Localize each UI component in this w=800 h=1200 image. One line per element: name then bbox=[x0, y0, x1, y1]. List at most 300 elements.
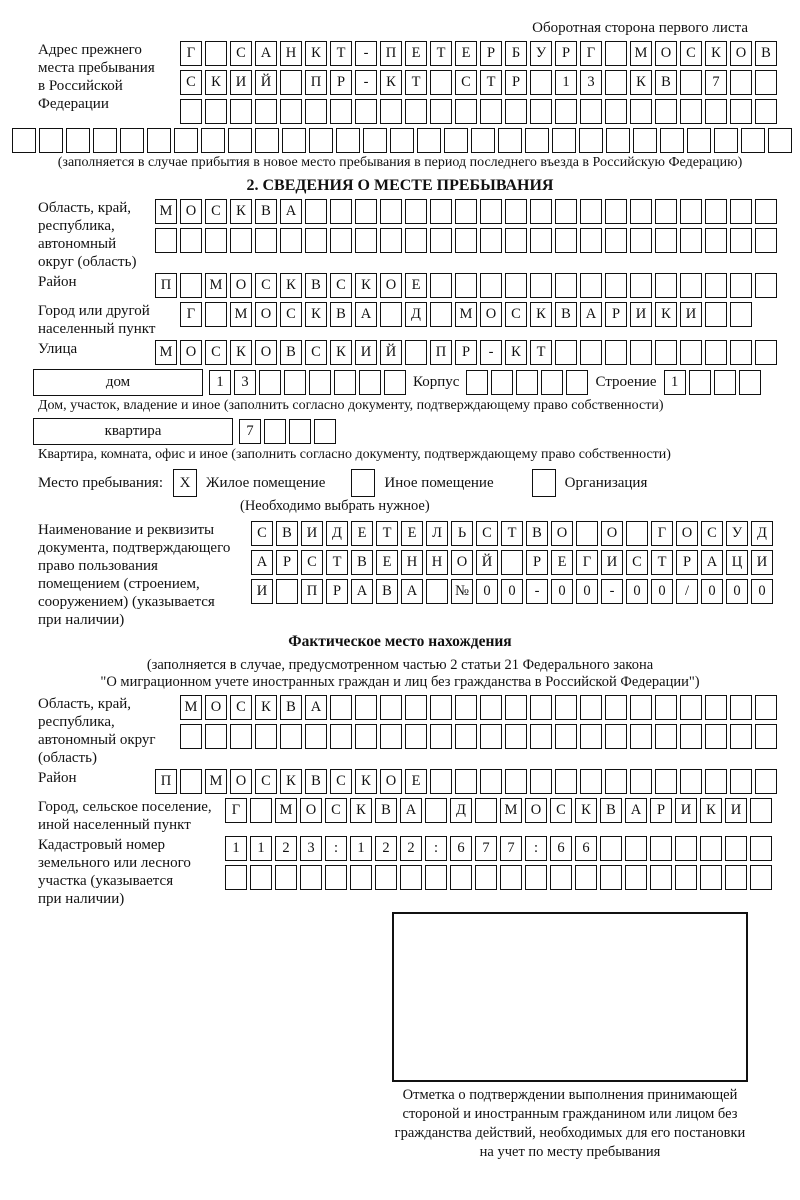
char-box[interactable]: Е bbox=[405, 41, 427, 66]
char-box[interactable] bbox=[655, 199, 677, 224]
char-box[interactable]: К bbox=[280, 273, 302, 298]
char-box[interactable]: О bbox=[255, 340, 277, 365]
char-box[interactable] bbox=[405, 199, 427, 224]
char-box[interactable]: С bbox=[205, 340, 227, 365]
char-box[interactable] bbox=[525, 128, 549, 153]
char-box[interactable] bbox=[576, 521, 598, 546]
char-box[interactable]: П bbox=[155, 769, 177, 794]
char-box[interactable] bbox=[230, 99, 252, 124]
char-box[interactable]: А bbox=[401, 579, 423, 604]
char-box[interactable]: Д bbox=[751, 521, 773, 546]
char-box[interactable] bbox=[205, 302, 227, 327]
char-box[interactable]: Р bbox=[676, 550, 698, 575]
char-box[interactable]: Г bbox=[180, 302, 202, 327]
char-box[interactable] bbox=[580, 273, 602, 298]
char-box[interactable] bbox=[730, 724, 752, 749]
char-box[interactable]: 0 bbox=[726, 579, 748, 604]
char-box[interactable]: В bbox=[280, 340, 302, 365]
char-box[interactable]: О bbox=[180, 199, 202, 224]
char-box[interactable] bbox=[314, 419, 336, 444]
char-box[interactable] bbox=[705, 724, 727, 749]
char-box[interactable] bbox=[605, 695, 627, 720]
char-box[interactable] bbox=[675, 865, 697, 890]
char-box[interactable]: Л bbox=[426, 521, 448, 546]
char-box[interactable] bbox=[730, 273, 752, 298]
char-box[interactable]: У bbox=[726, 521, 748, 546]
char-box[interactable]: О bbox=[730, 41, 752, 66]
char-box[interactable]: И bbox=[725, 798, 747, 823]
char-box[interactable]: И bbox=[230, 70, 252, 95]
char-box[interactable] bbox=[655, 769, 677, 794]
char-box[interactable]: У bbox=[530, 41, 552, 66]
char-box[interactable]: А bbox=[280, 199, 302, 224]
char-box[interactable]: П bbox=[430, 340, 452, 365]
char-box[interactable] bbox=[580, 228, 602, 253]
char-box[interactable] bbox=[289, 419, 311, 444]
char-box[interactable] bbox=[12, 128, 36, 153]
char-box[interactable]: В bbox=[305, 769, 327, 794]
char-box[interactable] bbox=[280, 70, 302, 95]
char-box[interactable] bbox=[541, 370, 563, 395]
char-box[interactable]: К bbox=[255, 695, 277, 720]
char-box[interactable] bbox=[714, 128, 738, 153]
char-box[interactable] bbox=[330, 228, 352, 253]
char-box[interactable]: О bbox=[300, 798, 322, 823]
char-box[interactable] bbox=[93, 128, 117, 153]
char-box[interactable] bbox=[505, 199, 527, 224]
char-box[interactable] bbox=[630, 769, 652, 794]
char-box[interactable]: 0 bbox=[701, 579, 723, 604]
char-box[interactable] bbox=[630, 273, 652, 298]
char-box[interactable] bbox=[180, 273, 202, 298]
char-box[interactable] bbox=[305, 228, 327, 253]
char-box[interactable] bbox=[205, 99, 227, 124]
char-box[interactable]: В bbox=[555, 302, 577, 327]
char-box[interactable] bbox=[530, 228, 552, 253]
char-box[interactable] bbox=[655, 340, 677, 365]
char-box[interactable]: Т bbox=[501, 521, 523, 546]
char-box[interactable]: О bbox=[655, 41, 677, 66]
char-box[interactable]: М bbox=[155, 199, 177, 224]
char-box[interactable] bbox=[730, 340, 752, 365]
char-box[interactable] bbox=[633, 128, 657, 153]
char-box[interactable]: 6 bbox=[550, 836, 572, 861]
char-box[interactable] bbox=[530, 70, 552, 95]
char-box[interactable] bbox=[680, 99, 702, 124]
char-box[interactable] bbox=[380, 228, 402, 253]
char-box[interactable]: 7 bbox=[239, 419, 261, 444]
char-box[interactable] bbox=[505, 228, 527, 253]
char-box[interactable]: И bbox=[630, 302, 652, 327]
char-box[interactable]: С bbox=[455, 70, 477, 95]
char-box[interactable]: Е bbox=[376, 550, 398, 575]
char-box[interactable] bbox=[259, 370, 281, 395]
char-box[interactable] bbox=[475, 865, 497, 890]
char-box[interactable]: В bbox=[276, 521, 298, 546]
char-box[interactable] bbox=[750, 798, 772, 823]
char-box[interactable] bbox=[550, 865, 572, 890]
char-box[interactable] bbox=[605, 99, 627, 124]
char-box[interactable] bbox=[530, 769, 552, 794]
char-box[interactable] bbox=[475, 798, 497, 823]
char-box[interactable] bbox=[700, 865, 722, 890]
char-box[interactable] bbox=[480, 769, 502, 794]
char-box[interactable] bbox=[739, 370, 761, 395]
char-box[interactable] bbox=[705, 228, 727, 253]
char-box[interactable] bbox=[425, 865, 447, 890]
char-box[interactable]: 7 bbox=[705, 70, 727, 95]
char-box[interactable]: А bbox=[305, 695, 327, 720]
char-box[interactable] bbox=[426, 579, 448, 604]
char-box[interactable] bbox=[380, 302, 402, 327]
char-box[interactable] bbox=[430, 695, 452, 720]
char-box[interactable]: Е bbox=[551, 550, 573, 575]
char-box[interactable] bbox=[350, 865, 372, 890]
char-box[interactable] bbox=[580, 724, 602, 749]
char-box[interactable]: А bbox=[701, 550, 723, 575]
char-box[interactable]: - bbox=[480, 340, 502, 365]
char-box[interactable] bbox=[180, 769, 202, 794]
char-box[interactable] bbox=[325, 865, 347, 890]
char-box[interactable] bbox=[655, 695, 677, 720]
char-box[interactable] bbox=[680, 695, 702, 720]
char-box[interactable] bbox=[384, 370, 406, 395]
char-box[interactable]: 0 bbox=[476, 579, 498, 604]
char-box[interactable] bbox=[455, 99, 477, 124]
char-box[interactable] bbox=[505, 695, 527, 720]
char-box[interactable]: - bbox=[601, 579, 623, 604]
char-box[interactable]: 1 bbox=[350, 836, 372, 861]
char-box[interactable] bbox=[480, 695, 502, 720]
char-box[interactable] bbox=[355, 99, 377, 124]
char-box[interactable] bbox=[480, 273, 502, 298]
char-box[interactable] bbox=[555, 769, 577, 794]
char-box[interactable] bbox=[120, 128, 144, 153]
char-box[interactable] bbox=[741, 128, 765, 153]
char-box[interactable]: М bbox=[205, 273, 227, 298]
char-box[interactable] bbox=[430, 99, 452, 124]
char-box[interactable]: С bbox=[550, 798, 572, 823]
char-box[interactable] bbox=[505, 273, 527, 298]
char-box[interactable] bbox=[580, 695, 602, 720]
char-box[interactable]: В bbox=[255, 199, 277, 224]
char-box[interactable]: О bbox=[451, 550, 473, 575]
char-box[interactable]: О bbox=[380, 273, 402, 298]
char-box[interactable] bbox=[705, 99, 727, 124]
char-box[interactable] bbox=[39, 128, 63, 153]
char-box[interactable]: К bbox=[700, 798, 722, 823]
char-box[interactable]: К bbox=[205, 70, 227, 95]
char-box[interactable] bbox=[300, 865, 322, 890]
char-box[interactable] bbox=[552, 128, 576, 153]
char-box[interactable] bbox=[180, 724, 202, 749]
char-box[interactable] bbox=[725, 836, 747, 861]
char-box[interactable]: И bbox=[251, 579, 273, 604]
char-box[interactable]: С bbox=[255, 769, 277, 794]
char-box[interactable] bbox=[705, 769, 727, 794]
organizatsiya-checkbox[interactable] bbox=[532, 469, 556, 497]
char-box[interactable] bbox=[380, 724, 402, 749]
char-box[interactable] bbox=[730, 99, 752, 124]
char-box[interactable]: Р bbox=[505, 70, 527, 95]
char-box[interactable] bbox=[355, 695, 377, 720]
char-box[interactable] bbox=[680, 199, 702, 224]
char-box[interactable] bbox=[264, 419, 286, 444]
char-box[interactable] bbox=[355, 724, 377, 749]
char-box[interactable]: О bbox=[480, 302, 502, 327]
char-box[interactable]: К bbox=[305, 302, 327, 327]
char-box[interactable]: О bbox=[230, 273, 252, 298]
char-box[interactable]: Т bbox=[530, 340, 552, 365]
char-box[interactable] bbox=[425, 798, 447, 823]
char-box[interactable]: Е bbox=[405, 769, 427, 794]
char-box[interactable] bbox=[405, 340, 427, 365]
char-box[interactable] bbox=[566, 370, 588, 395]
char-box[interactable]: 6 bbox=[450, 836, 472, 861]
char-box[interactable]: В bbox=[280, 695, 302, 720]
char-box[interactable] bbox=[480, 228, 502, 253]
char-box[interactable]: 0 bbox=[626, 579, 648, 604]
char-box[interactable] bbox=[605, 273, 627, 298]
char-box[interactable]: А bbox=[251, 550, 273, 575]
char-box[interactable]: - bbox=[355, 70, 377, 95]
char-box[interactable] bbox=[380, 695, 402, 720]
char-box[interactable]: М bbox=[230, 302, 252, 327]
char-box[interactable] bbox=[430, 228, 452, 253]
char-box[interactable] bbox=[359, 370, 381, 395]
char-box[interactable] bbox=[689, 370, 711, 395]
char-box[interactable]: О bbox=[180, 340, 202, 365]
char-box[interactable] bbox=[305, 99, 327, 124]
char-box[interactable] bbox=[705, 302, 727, 327]
char-box[interactable] bbox=[430, 302, 452, 327]
char-box[interactable] bbox=[430, 70, 452, 95]
char-box[interactable] bbox=[380, 99, 402, 124]
char-box[interactable] bbox=[363, 128, 387, 153]
char-box[interactable] bbox=[680, 724, 702, 749]
char-box[interactable]: : bbox=[425, 836, 447, 861]
char-box[interactable]: Е bbox=[401, 521, 423, 546]
char-box[interactable] bbox=[705, 340, 727, 365]
char-box[interactable] bbox=[530, 99, 552, 124]
char-box[interactable]: : bbox=[325, 836, 347, 861]
char-box[interactable] bbox=[501, 550, 523, 575]
char-box[interactable]: А bbox=[351, 579, 373, 604]
char-box[interactable]: Т bbox=[326, 550, 348, 575]
char-box[interactable]: Н bbox=[280, 41, 302, 66]
char-box[interactable] bbox=[230, 724, 252, 749]
char-box[interactable]: С bbox=[680, 41, 702, 66]
char-box[interactable] bbox=[600, 836, 622, 861]
char-box[interactable]: И bbox=[751, 550, 773, 575]
char-box[interactable] bbox=[555, 724, 577, 749]
char-box[interactable]: П bbox=[380, 41, 402, 66]
char-box[interactable]: Е bbox=[351, 521, 373, 546]
char-box[interactable]: А bbox=[255, 41, 277, 66]
char-box[interactable] bbox=[205, 228, 227, 253]
char-box[interactable]: Б bbox=[505, 41, 527, 66]
char-box[interactable]: 2 bbox=[400, 836, 422, 861]
char-box[interactable] bbox=[355, 199, 377, 224]
char-box[interactable]: О bbox=[676, 521, 698, 546]
char-box[interactable]: С bbox=[230, 41, 252, 66]
char-box[interactable] bbox=[390, 128, 414, 153]
char-box[interactable]: В bbox=[600, 798, 622, 823]
char-box[interactable]: С bbox=[505, 302, 527, 327]
char-box[interactable]: С bbox=[251, 521, 273, 546]
char-box[interactable] bbox=[275, 865, 297, 890]
char-box[interactable]: Й bbox=[255, 70, 277, 95]
char-box[interactable] bbox=[755, 695, 777, 720]
char-box[interactable]: В bbox=[655, 70, 677, 95]
char-box[interactable] bbox=[625, 836, 647, 861]
char-box[interactable]: К bbox=[530, 302, 552, 327]
char-box[interactable]: С bbox=[626, 550, 648, 575]
char-box[interactable]: 6 bbox=[575, 836, 597, 861]
char-box[interactable]: : bbox=[525, 836, 547, 861]
char-box[interactable] bbox=[730, 302, 752, 327]
char-box[interactable] bbox=[525, 865, 547, 890]
char-box[interactable]: С bbox=[301, 550, 323, 575]
char-box[interactable]: Р bbox=[330, 70, 352, 95]
char-box[interactable]: 7 bbox=[500, 836, 522, 861]
char-box[interactable]: К bbox=[380, 70, 402, 95]
char-box[interactable]: М bbox=[180, 695, 202, 720]
char-box[interactable]: П bbox=[305, 70, 327, 95]
char-box[interactable]: 1 bbox=[250, 836, 272, 861]
char-box[interactable]: Г bbox=[580, 41, 602, 66]
char-box[interactable]: А bbox=[355, 302, 377, 327]
char-box[interactable] bbox=[250, 865, 272, 890]
char-box[interactable] bbox=[530, 199, 552, 224]
char-box[interactable]: С bbox=[255, 273, 277, 298]
char-box[interactable]: О bbox=[601, 521, 623, 546]
char-box[interactable]: Р bbox=[555, 41, 577, 66]
char-box[interactable] bbox=[466, 370, 488, 395]
char-box[interactable] bbox=[730, 199, 752, 224]
char-box[interactable]: Т bbox=[480, 70, 502, 95]
char-box[interactable]: И bbox=[301, 521, 323, 546]
char-box[interactable] bbox=[309, 370, 331, 395]
char-box[interactable] bbox=[430, 273, 452, 298]
char-box[interactable] bbox=[768, 128, 792, 153]
char-box[interactable]: О bbox=[380, 769, 402, 794]
char-box[interactable]: 0 bbox=[651, 579, 673, 604]
char-box[interactable] bbox=[180, 99, 202, 124]
char-box[interactable] bbox=[680, 228, 702, 253]
char-box[interactable]: - bbox=[526, 579, 548, 604]
char-box[interactable] bbox=[605, 228, 627, 253]
char-box[interactable] bbox=[205, 724, 227, 749]
char-box[interactable] bbox=[380, 199, 402, 224]
char-box[interactable] bbox=[174, 128, 198, 153]
char-box[interactable] bbox=[66, 128, 90, 153]
char-box[interactable] bbox=[755, 724, 777, 749]
char-box[interactable] bbox=[280, 724, 302, 749]
zhiloye-pomeshchenie-checkbox[interactable]: X bbox=[173, 469, 197, 497]
char-box[interactable]: И bbox=[675, 798, 697, 823]
char-box[interactable]: Т bbox=[430, 41, 452, 66]
char-box[interactable]: А bbox=[580, 302, 602, 327]
char-box[interactable]: К bbox=[630, 70, 652, 95]
char-box[interactable] bbox=[605, 41, 627, 66]
char-box[interactable] bbox=[417, 128, 441, 153]
char-box[interactable] bbox=[755, 199, 777, 224]
char-box[interactable] bbox=[630, 340, 652, 365]
char-box[interactable] bbox=[605, 340, 627, 365]
char-box[interactable]: - bbox=[355, 41, 377, 66]
char-box[interactable]: М bbox=[455, 302, 477, 327]
char-box[interactable] bbox=[630, 724, 652, 749]
char-box[interactable]: В bbox=[376, 579, 398, 604]
char-box[interactable] bbox=[430, 199, 452, 224]
char-box[interactable]: 0 bbox=[501, 579, 523, 604]
char-box[interactable] bbox=[755, 340, 777, 365]
char-box[interactable] bbox=[455, 769, 477, 794]
char-box[interactable]: Д bbox=[326, 521, 348, 546]
char-box[interactable] bbox=[700, 836, 722, 861]
char-box[interactable]: И bbox=[601, 550, 623, 575]
char-box[interactable] bbox=[630, 199, 652, 224]
char-box[interactable] bbox=[455, 199, 477, 224]
char-box[interactable] bbox=[730, 769, 752, 794]
char-box[interactable] bbox=[755, 273, 777, 298]
char-box[interactable] bbox=[555, 695, 577, 720]
char-box[interactable] bbox=[555, 228, 577, 253]
char-box[interactable]: Р bbox=[455, 340, 477, 365]
char-box[interactable]: К bbox=[355, 273, 377, 298]
char-box[interactable]: 0 bbox=[751, 579, 773, 604]
char-box[interactable] bbox=[334, 370, 356, 395]
char-box[interactable]: К bbox=[505, 340, 527, 365]
char-box[interactable]: Р bbox=[526, 550, 548, 575]
char-box[interactable]: Т bbox=[405, 70, 427, 95]
char-box[interactable]: М bbox=[275, 798, 297, 823]
char-box[interactable]: Г bbox=[651, 521, 673, 546]
char-box[interactable] bbox=[630, 695, 652, 720]
char-box[interactable] bbox=[516, 370, 538, 395]
char-box[interactable]: 1 bbox=[664, 370, 686, 395]
char-box[interactable] bbox=[147, 128, 171, 153]
char-box[interactable]: М bbox=[630, 41, 652, 66]
char-box[interactable] bbox=[755, 228, 777, 253]
char-box[interactable]: И bbox=[680, 302, 702, 327]
char-box[interactable] bbox=[606, 128, 630, 153]
char-box[interactable]: О bbox=[551, 521, 573, 546]
char-box[interactable]: М bbox=[205, 769, 227, 794]
char-box[interactable] bbox=[430, 769, 452, 794]
char-box[interactable] bbox=[255, 724, 277, 749]
char-box[interactable] bbox=[605, 724, 627, 749]
char-box[interactable]: О bbox=[525, 798, 547, 823]
char-box[interactable] bbox=[375, 865, 397, 890]
char-box[interactable]: Ь bbox=[451, 521, 473, 546]
char-box[interactable]: К bbox=[350, 798, 372, 823]
char-box[interactable] bbox=[444, 128, 468, 153]
char-box[interactable]: Т bbox=[651, 550, 673, 575]
char-box[interactable]: 1 bbox=[225, 836, 247, 861]
char-box[interactable] bbox=[605, 199, 627, 224]
char-box[interactable] bbox=[255, 99, 277, 124]
char-box[interactable]: 7 bbox=[475, 836, 497, 861]
char-box[interactable]: А bbox=[625, 798, 647, 823]
char-box[interactable] bbox=[455, 228, 477, 253]
char-box[interactable] bbox=[630, 99, 652, 124]
char-box[interactable] bbox=[580, 199, 602, 224]
char-box[interactable]: О bbox=[255, 302, 277, 327]
char-box[interactable] bbox=[705, 273, 727, 298]
char-box[interactable] bbox=[491, 370, 513, 395]
